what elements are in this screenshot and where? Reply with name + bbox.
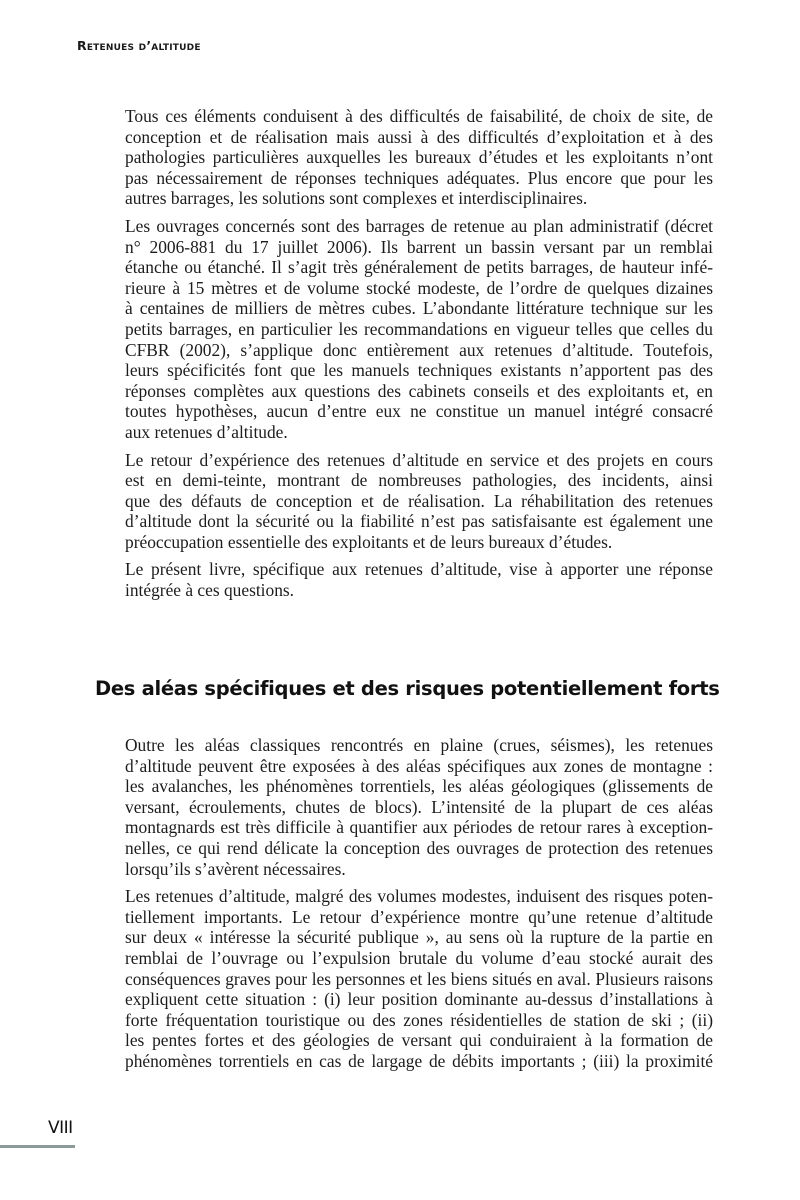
section-hazards-body: [125, 735, 713, 1079]
section-heading: Des aléas spécifiques et des risques potentiellement forts: [95, 677, 720, 700]
text-line: à centaines de milliers de mètres cubes. L’abondante littérature technique sur les: [125, 298, 713, 319]
text-line: forte fréquentation touristique ou des zones résidentielles de station de ski ; (ii): [125, 1009, 713, 1030]
text-line: d’altitude dont la sécurité ou la fiabilité n’est pas satisfaisante est également une: [125, 511, 713, 532]
text-line: intégrée à ces questions.: [125, 580, 295, 601]
paragraph: [125, 216, 713, 443]
text-line: nelles, ce qui rend délicate la conception des ouvrages de protection des retenues: [125, 837, 713, 858]
text-line: versant, écroulements, chutes de blocs). L’intensité de la plupart de ces aléas: [125, 796, 713, 817]
text-line: réponses complètes aux questions des cabinets conseils et des exploitants et, en: [125, 380, 713, 401]
text-line: Les ouvrages concernés sont des barrages de retenue au plan administratif (décret: [125, 215, 713, 236]
text-line: Le présent livre, spécifique aux retenues d’altitude, vise à apporter une réponse: [125, 559, 713, 580]
page-number: VIII: [48, 1118, 73, 1138]
text-line: étanche ou étanché. Il s’agit très généralement de petits barrages, de hauteur infé-: [125, 257, 713, 278]
text-line: conception et de réalisation mais aussi à des difficultés d’exploitation et à des: [125, 126, 713, 147]
text-line: aux retenues d’altitude.: [125, 421, 288, 442]
text-line: phénomènes torrentiels en cas de largage de débits importants ; (iii) la proximité: [125, 1050, 713, 1071]
text-line: lorsqu’ils s’avèrent nécessaires.: [125, 858, 346, 879]
text-line: que des défauts de conception et de réalisation. La réhabilitation des retenues: [125, 490, 713, 511]
text-line: pathologies particulières auxquelles les bureaux d’études et les exploitants n’ont: [125, 147, 713, 168]
text-line: Outre les aléas classiques rencontrés en plaine (crues, séismes), les retenues: [125, 735, 713, 755]
text-line: autres barrages, les solutions sont complexes et interdisciplinaires.: [125, 188, 588, 209]
paragraph: [125, 735, 713, 879]
paragraph: [125, 559, 713, 600]
paragraph: [125, 106, 713, 209]
running-head: Retenues d’altitude: [77, 38, 201, 53]
footer-rule: [0, 1145, 75, 1148]
text-line: Les retenues d’altitude, malgré des volumes modestes, induisent des risques poten-: [125, 886, 713, 907]
paragraph: [125, 450, 713, 553]
text-line: sur deux « intéresse la sécurité publique », au sens où la rupture de la partie en: [125, 927, 713, 948]
text-line: leurs spécificités font que les manuels techniques existants n’apportent pas des: [125, 360, 713, 381]
text-line: préoccupation essentielle des exploitants et de leurs bureaux d’études.: [125, 531, 613, 552]
text-line: est en demi-teinte, montrant de nombreuses pathologies, des incidents, ainsi: [125, 470, 713, 491]
text-line: n° 2006-881 du 17 juillet 2006). Ils barrent un bassin versant par un remblai: [125, 236, 713, 257]
text-line: montagnards est très difficile à quantifier aux périodes de retour rares à exception-: [125, 817, 713, 838]
text-line: CFBR (2002), s’applique donc entièrement aux retenues d’altitude. Toutefois,: [125, 339, 713, 360]
text-line: tiellement importants. Le retour d’expérience montre qu’une retenue d’altitude: [125, 906, 713, 927]
text-line: rieure à 15 mètres et de volume stocké modeste, de l’ordre de quelques dizaines: [125, 277, 713, 298]
text-line: Tous ces éléments conduisent à des difficultés de faisabilité, de choix de site, de: [125, 106, 713, 126]
text-line: Le retour d’expérience des retenues d’altitude en service et des projets en cours: [125, 449, 713, 470]
text-line: d’altitude peuvent être exposées à des aléas spécifiques aux zones de montagne :: [125, 755, 713, 776]
text-line: les avalanches, les phénomènes torrentiels, les aléas géologiques (glissements de: [125, 776, 713, 797]
text-line: petits barrages, en particulier les recommandations en vigueur telles que celles du: [125, 318, 713, 339]
text-line: remblai de l’ouvrage ou l’expulsion brutale du volume d’eau stocké aurait des: [125, 947, 713, 968]
section-intro-body: [125, 106, 713, 608]
text-line: expliquent cette situation : (i) leur position dominante au-dessus d’installations à: [125, 989, 713, 1010]
paragraph: [125, 886, 713, 1071]
text-line: les pentes fortes et des géologies de versant qui conduiraient à la formation de: [125, 1030, 713, 1051]
text-line: conséquences graves pour les personnes et les biens situés en aval. Plusieurs raisons: [125, 968, 713, 989]
text-line: pas nécessairement de réponses techniques adéquates. Plus encore que pour les: [125, 167, 713, 188]
text-line: toutes hypothèses, aucun d’entre eux ne constitue un manuel intégré consacré: [125, 401, 713, 422]
